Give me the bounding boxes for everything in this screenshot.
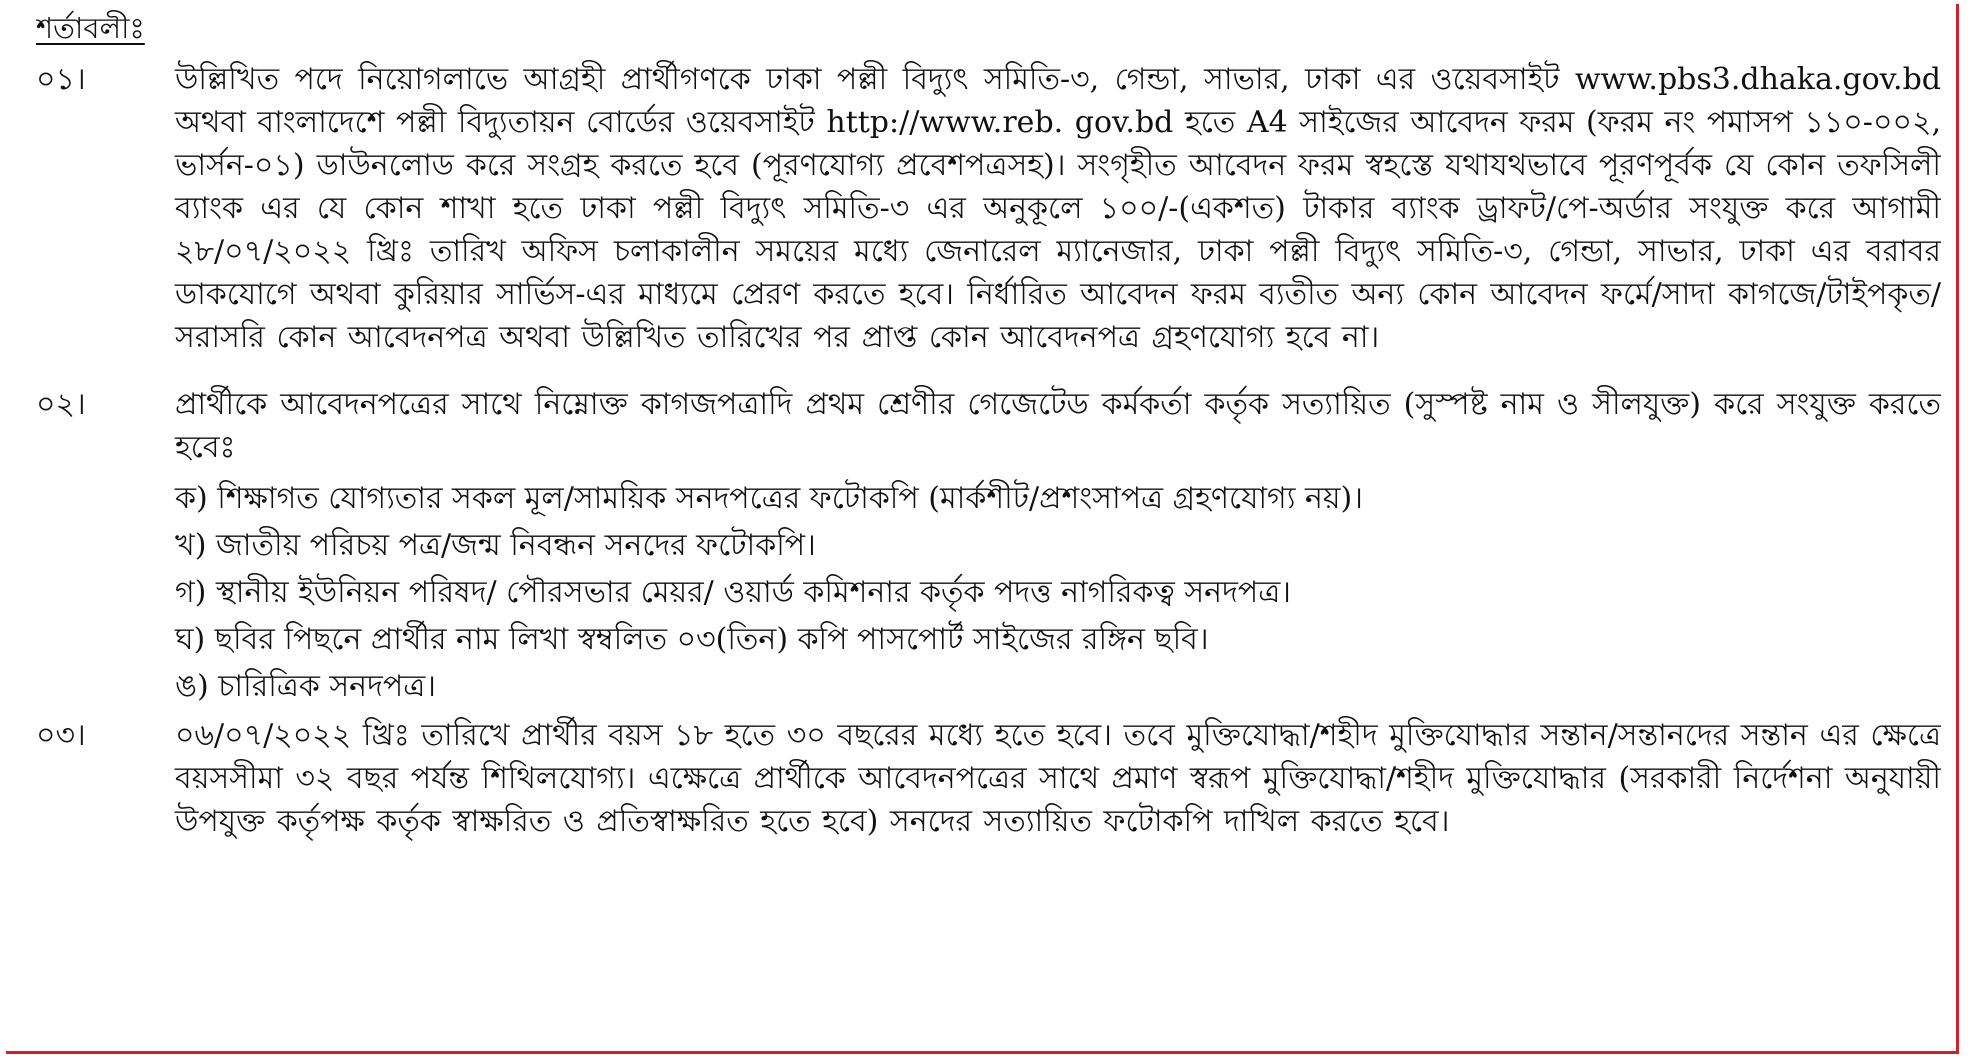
list-item: খ) জাতীয় পরিচয় পত্র/জন্ম নিবন্ধন সনদের ফটোকপি। — [175, 528, 816, 563]
document-page — [36, 10, 1941, 1050]
list-item: গ) স্থানীয় ইউনিয়ন পরিষদ/ পৌরসভার মেয়র/ ওয়ার্ড কমিশনার কর্তৃক পদত্ত নাগরিকত্ব সনদপত্র। — [175, 575, 1291, 610]
condition-section-1 — [36, 58, 1941, 359]
section-number: ০২। — [36, 387, 86, 422]
list-item: ঙ) চারিত্রিক সনদপত্র। — [175, 669, 436, 704]
list-item: ক) শিক্ষাগত যোগ্যতার সকল মূল/সাময়িক সনদপত্রের ফটোকপি (মার্কশীট/প্রশংসাপত্র গ্রহণযোগ্য নয়)। — [175, 481, 1363, 516]
list-item: ঘ) ছবির পিছনে প্রার্থীর নাম লিখা স্বম্বলিত ০৩(তিন) কপি পাসপোর্ট সাইজের রঙ্গিন ছবি। — [175, 622, 1209, 657]
section-number: ০৩। — [36, 718, 86, 753]
condition-section-3 — [36, 714, 1941, 843]
section-text: ০৬/০৭/২০২২ খ্রিঃ তারিখে প্রার্থীর বয়স ১৮ হতে ৩০ বছরের মধ্যে হতে হবে। তবে মুক্তিযোদ্ধা/শহীদ মুক্তিযোদ্ধার সন্তান/সন্তানদের সন্তান এর ক্ষেত্রে বয়সসীমা ৩২ বছর পর্যন্ত শিথিলযোগ্য। এক্ষেত্রে প্রার্থীকে আবেদনপত্রের সাথে প্রমাণ স্বরূপ মুক্তিযোদ্ধা/শহীদ মুক্তিযোদ্ধার (সরকারী নির্দেশনা অনুযায়ী উপযুক্ত কর্তৃপক্ষ কর্তৃক স্বাক্ষরিত ও প্রতিস্বাক্ষরিত হতে হবে) সনদের সত্যায়িত ফটোকপি দাখিল করতে হবে। — [175, 718, 1941, 839]
required-documents-list — [175, 477, 1941, 708]
section-number: ০১। — [36, 62, 86, 97]
conditions-heading: শর্তাবলীঃ — [36, 11, 145, 45]
section-text: প্রার্থীকে আবেদনপত্রের সাথে নিম্নোক্ত কাগজপত্রাদি প্রথম শ্রেণীর গেজেটেড কর্মকর্তা কর্তৃক সত্যায়িত (সুস্পষ্ট নাম ও সীলযুক্ত) করে সংযুক্ত করতে হবেঃ — [175, 387, 1941, 465]
section-text: উল্লিখিত পদে নিয়োগলাভে আগ্রহী প্রার্থীগণকে ঢাকা পল্লী বিদ্যুৎ সমিতি-৩, গেন্ডা, সাভার, ঢাকা এর ওয়েবসাইট www.pbs3.dhaka.gov.bd অথবা বাংলাদেশে পল্লী বিদ্যুতায়ন বোর্ডের ওয়েবসাইট http://www.reb. gov.bd হতে A4 সাইজের আবেদন ফরম (ফরম নং পমাসপ ১১০-০০২, ভার্সন-০১) ডাউনলোড করে সংগ্রহ করতে হবে (পূরণযোগ্য প্রবেশপত্রসহ)। সংগৃহীত আবেদন ফরম স্বহস্তে যথাযথভাবে পূরণপূর্বক যে কোন তফসিলী ব্যাংক এর যে কোন শাখা হতে ঢাকা পল্লী বিদ্যুৎ সমিতি-৩ এর অনুকূলে ১০০/-(একশত) টাকার ব্যাংক ড্রাফট/পে-অর্ডার সংযুক্ত করে আগামী ২৮/০৭/২০২২ খ্রিঃ তারিখ অফিস চলাকালীন সময়ের মধ্যে জেনারেল ম্যানেজার, ঢাকা পল্লী বিদ্যুৎ সমিতি-৩, গেন্ডা, সাভার, ঢাকা এর বরাবর ডাকযোগে অথবা কুরিয়ার সার্ভিস-এর মাধ্যমে প্রেরণ করতে হবে। নির্ধারিত আবেদন ফরম ব্যতীত অন্য কোন আবেদন ফর্মে/সাদা কাগজে/টাইপকৃত/সরাসরি কোন আবেদনপত্র অথবা উল্লিখিত তারিখের পর প্রাপ্ত কোন আবেদনপত্র গ্রহণযোগ্য হবে না। — [175, 62, 1941, 355]
condition-section-2 — [36, 383, 1941, 708]
